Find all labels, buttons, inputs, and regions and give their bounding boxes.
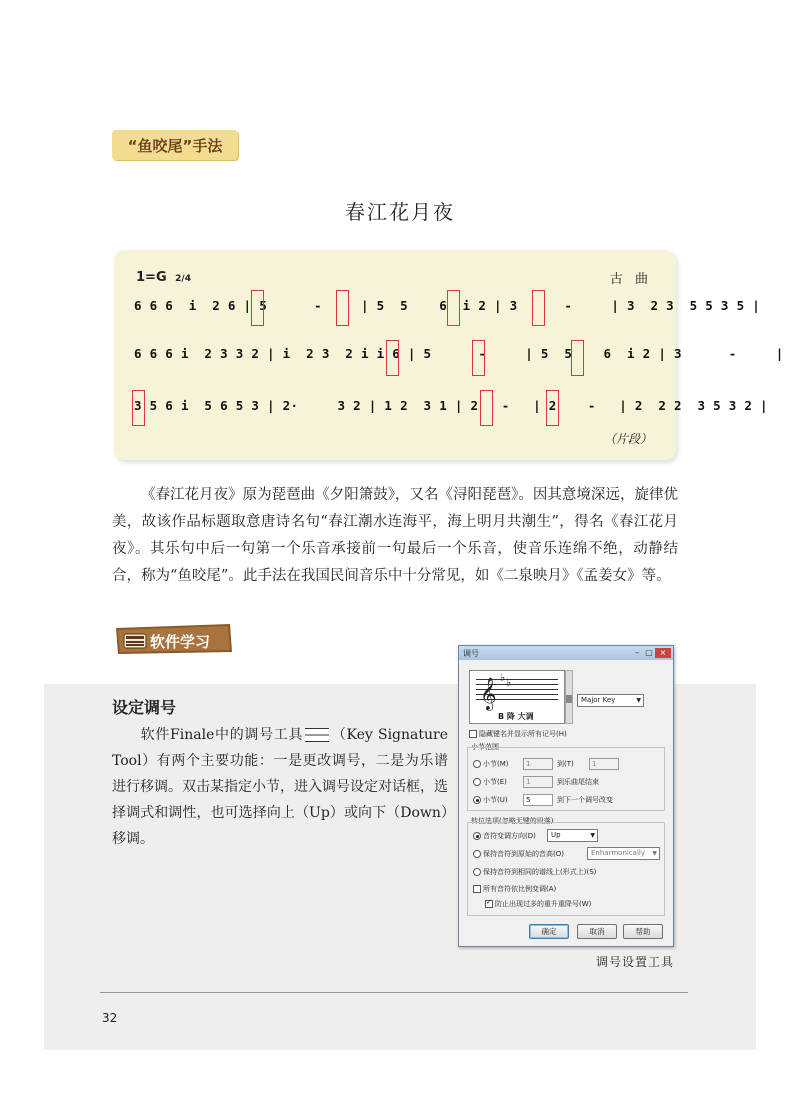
help-button[interactable]: 帮助	[623, 924, 663, 939]
section-tag: “鱼咬尾”手法	[112, 130, 238, 160]
close-icon[interactable]: ×	[655, 648, 671, 658]
software-body-2: （Key Signature Tool）有两个主要功能：一是更改调号，二是为乐谱进行移调。双击某指定小节，进入调号设定对话框，选择调式和调性，也可选择向上（Up）或向下（Down）移调。	[112, 727, 448, 847]
radio-measure-label: 小节(M)	[483, 760, 509, 768]
to-label: 到(T)	[557, 760, 574, 768]
highlight-box	[251, 290, 264, 326]
footer-divider	[100, 992, 688, 993]
radio-keep-line[interactable]	[473, 868, 481, 876]
dialog-title: 调号	[463, 649, 479, 658]
hide-key-checkbox[interactable]	[469, 730, 477, 738]
radio-until[interactable]	[473, 796, 481, 804]
minimize-icon[interactable]: –	[635, 648, 639, 657]
radio-direction[interactable]	[473, 832, 481, 840]
radio-keep-pitch-label: 保持音符到原始的音高(O)	[483, 850, 564, 858]
time-signature: 2/4	[175, 274, 191, 284]
all-notes-label: 所有音符依比例变调(A)	[483, 885, 557, 893]
radio-measure[interactable]	[473, 760, 481, 768]
measure-range-label: 小节范围	[471, 743, 499, 751]
mode-select[interactable]	[577, 694, 644, 707]
score-origin: 古 曲	[609, 272, 652, 287]
radio-keep-line-label: 保持音符到相同的谱线上(形式上)(S)	[483, 868, 597, 876]
highlight-box	[532, 290, 545, 326]
score-row-2: 6 6 6 i 2 3 3 2 | i 2 3 2 i i 6 | 5 - | 5 5 6 i 2 | 3 - |	[134, 346, 784, 361]
until-label: 到下一个调号改变	[557, 796, 613, 804]
until-field[interactable]: 5	[523, 794, 553, 806]
radio-to-end[interactable]	[473, 778, 481, 786]
scroll-thumb[interactable]	[566, 695, 572, 703]
treble-clef-icon: 𝄞	[480, 677, 497, 710]
page-number: 32	[102, 1011, 118, 1025]
staff-preview	[469, 670, 565, 724]
fragment-label: （片段）	[603, 432, 652, 446]
direction-value: Up	[551, 831, 561, 839]
to-end-label: 到乐曲尾结束	[557, 778, 599, 786]
score-key	[136, 270, 191, 285]
hide-key-label: 隐藏键名并显示所有记号(H)	[479, 730, 567, 738]
key-signature-tool-icon	[305, 728, 329, 742]
flat-icon: ♭	[506, 676, 512, 689]
flat-icon: ♭	[500, 671, 506, 684]
highlight-box	[472, 340, 485, 376]
prevent-accidentals-checkbox[interactable]	[485, 900, 493, 908]
mode-select-value: Major Key	[581, 696, 616, 704]
enharmonic-value: Enharmonically	[591, 849, 645, 857]
radio-to-end-label: 小节(E)	[483, 778, 507, 786]
figure-caption: 调号设置工具	[596, 955, 675, 969]
from-field[interactable]: 1	[523, 758, 553, 770]
radio-until-label: 小节(U)	[483, 796, 508, 804]
score-box	[114, 250, 784, 460]
highlight-box	[336, 290, 349, 326]
ok-button[interactable]: 确定	[529, 924, 569, 939]
radio-keep-pitch[interactable]	[473, 850, 481, 858]
software-banner-text: 软件学习	[150, 633, 211, 651]
software-heading: 设定调号	[112, 698, 177, 717]
to-end-field[interactable]: 1	[523, 776, 553, 788]
score-row-1: 6 6 6 i 2 6 | 5 - | 5 5 6 i 2 | 3 - | 3 2 3 5 5 3 5 |	[134, 298, 761, 313]
enharmonic-select[interactable]	[587, 847, 660, 860]
maximize-icon[interactable]: □	[645, 648, 653, 657]
check-icon: ✓	[486, 898, 492, 906]
song-title: 春江花月夜	[345, 200, 455, 224]
highlight-box	[132, 390, 145, 426]
software-body-1: 软件Finale中的调号工具	[140, 727, 304, 743]
key-scrollbar[interactable]	[565, 670, 573, 724]
key-signature: 1=G	[136, 270, 167, 285]
software-paragraph	[112, 722, 448, 852]
key-name: B 降 大调	[498, 712, 534, 721]
dialog-titlebar	[459, 646, 673, 660]
radio-direction-label: 音符变调方向(D)	[483, 832, 536, 840]
prevent-accidentals-label: 防止出现过多的重升重降号(W)	[495, 900, 592, 908]
chevron-down-icon: ▼	[636, 697, 641, 704]
highlight-box	[386, 340, 399, 376]
highlight-box	[480, 390, 493, 426]
all-notes-checkbox[interactable]	[473, 885, 481, 893]
chevron-down-icon: ▼	[590, 832, 595, 839]
transpose-options-label: 转位选项(忽略无键的段落)	[471, 817, 554, 825]
software-banner	[112, 618, 236, 658]
highlight-box	[571, 340, 584, 376]
score-row-3: 3 5 6 i 5 6 5 3 | 2· 3 2 | 1 2 3 1 | 2 - | 2 - | 2 2 2 3 5 3 2 |	[134, 398, 768, 413]
cancel-button[interactable]: 取消	[577, 924, 617, 939]
highlight-box	[447, 290, 460, 326]
direction-select[interactable]	[547, 829, 598, 842]
body-paragraph: 《春江花月夜》原为琵琶曲《夕阳箫鼓》，又名《浔阳琵琶》。因其意境深远，旋律优美，故该作品标题取意唐诗名句“春江潮水连海平，海上明月共潮生”，得名《春江花月夜》。其乐句中后一句第一个乐音承接前一句最后一个乐音，使音乐连绵不绝，动静结合，称为“鱼咬尾”。此手法在我国民间音乐中十分常见，如《二泉映月》《孟姜女》等。	[112, 487, 678, 584]
key-signature-dialog	[458, 645, 674, 947]
chevron-down-icon: ▼	[652, 850, 657, 857]
highlight-box	[546, 390, 559, 426]
to-field[interactable]: 1	[589, 758, 619, 770]
